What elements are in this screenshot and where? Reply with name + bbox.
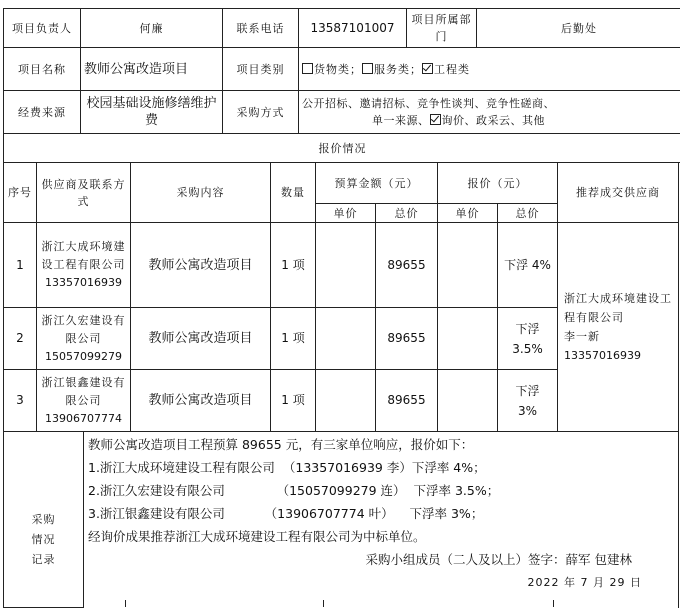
row-quote-unit [438,223,498,308]
row-budget-total: 89655 [376,308,438,370]
row-budget-total: 89655 [376,370,438,432]
row-supplier [37,223,131,308]
table-row [4,223,679,308]
project-info-table [3,8,680,163]
row-budget-unit [316,308,376,370]
bottom-tick [125,600,126,607]
method-line-2 [302,112,678,129]
row-quote-total: 下浮 4% [498,223,558,308]
procurement-method-options [299,91,680,134]
phone-value: 13587101007 [299,9,407,48]
row-budget-unit [316,223,376,308]
row-no: 1 [4,223,37,308]
supplier-name: 浙江银鑫建设有限公司 [40,374,127,410]
col-budget-header: 预算金额（元） [316,163,438,204]
row-budget-unit [316,370,376,432]
row-qty: 1 项 [271,370,316,432]
dept-value: 后勤处 [477,9,680,48]
row-no: 3 [4,370,37,432]
method-inquiry: 询价 [442,114,465,127]
dept-label: 项目所属部门 [407,9,477,48]
quote-table [3,162,679,432]
category-service-label: 服务类 [374,63,410,76]
row-supplier [37,308,131,370]
row-supplier [37,370,131,432]
row-qty: 1 项 [271,308,316,370]
record-signers: 采购小组成员（二人及以上）签字：薛军 包建林 [88,548,678,571]
method-others: 、政采云、其他 [465,114,546,127]
budget-total-header: 总价 [376,204,438,223]
col-content-header: 采购内容 [131,163,271,223]
recommend-phone: 13357016939 [564,346,675,365]
quote-unit-price-header: 单价 [438,204,498,223]
record-date: 2022 年 7 月 29 日 [88,571,678,594]
record-label: 采购情况记录 [4,432,84,608]
supplier-contact: 13357016939 [40,274,127,292]
category-goods-checkbox[interactable] [302,63,313,74]
record-item-2: 2.浙江久宏建设有限公司 （15057099279 连） 下浮率 3.5%； [88,479,678,502]
method-single-source: 单一来源、 [372,114,430,127]
row-content: 教师公寓改造项目 [131,223,271,308]
record-item-1: 1.浙江大成环境建设工程有限公司 （13357016939 李）下浮率 4%； [88,456,678,479]
record-summary: 教师公寓改造项目工程预算 89655 元，有三家单位响应，报价如下： [88,433,678,456]
category-service-checkbox[interactable] [362,63,373,74]
row-no: 2 [4,308,37,370]
bottom-tick [323,600,324,607]
bottom-tick [553,600,554,607]
budget-unit-price-header: 单价 [316,204,376,223]
row-quote-unit [438,370,498,432]
quote-total-header: 总价 [498,204,558,223]
recommend-person: 李一新 [564,327,675,346]
col-supplier-header: 供应商及联系方式 [37,163,131,223]
row-quote-total: 下浮 3% [498,370,558,432]
row-qty: 1 项 [271,223,316,308]
category-engineering-label: 工程类 [434,63,470,76]
manager-value: 何廉 [81,9,223,48]
row-quote-total: 下浮 3.5% [498,308,558,370]
category-goods-label: 货物类 [314,63,350,76]
row-budget-total: 89655 [376,223,438,308]
recommended-supplier [558,223,679,432]
row-quote-unit [438,308,498,370]
record-conclusion: 经询价成果推荐浙江大成环境建设工程有限公司为中标单位。 [88,525,678,548]
procurement-method-label: 采购方式 [223,91,299,134]
project-name-value: 教师公寓改造项目 [81,48,223,91]
phone-label: 联系电话 [223,9,299,48]
method-line-1: 公开招标、邀请招标、竞争性谈判、竞争性磋商、 [302,95,678,112]
funding-source-value: 校园基础设施修缮维护费 [81,91,223,134]
row-content: 教师公寓改造项目 [131,370,271,432]
project-name-label: 项目名称 [4,48,81,91]
category-engineering-checkbox[interactable] [422,63,433,74]
col-quote-header: 报价（元） [438,163,558,204]
project-category-options: 货物类； 服务类； 工程类 [299,48,680,91]
supplier-name: 浙江大成环境建设工程有限公司 [40,238,127,274]
supplier-contact: 13906707774 [40,410,127,428]
record-content [84,432,679,608]
supplier-contact: 15057099279 [40,348,127,366]
funding-source-label: 经费来源 [4,91,81,134]
col-qty-header: 数量 [271,163,316,223]
project-category-label: 项目类别 [223,48,299,91]
recommend-company: 浙江大成环境建设工程有限公司 [564,289,675,327]
supplier-name: 浙江久宏建设有限公司 [40,312,127,348]
col-no-header: 序号 [4,163,37,223]
row-content: 教师公寓改造项目 [131,308,271,370]
record-item-3: 3.浙江银鑫建设有限公司 （13906707774 叶） 下浮率 3%； [88,502,678,525]
quote-section-title: 报价情况 [4,134,680,163]
manager-label: 项目负责人 [4,9,81,48]
method-inquiry-checkbox[interactable] [430,114,441,125]
procurement-record-table [3,431,679,608]
col-recommend-header: 推荐成交供应商 [558,163,679,223]
